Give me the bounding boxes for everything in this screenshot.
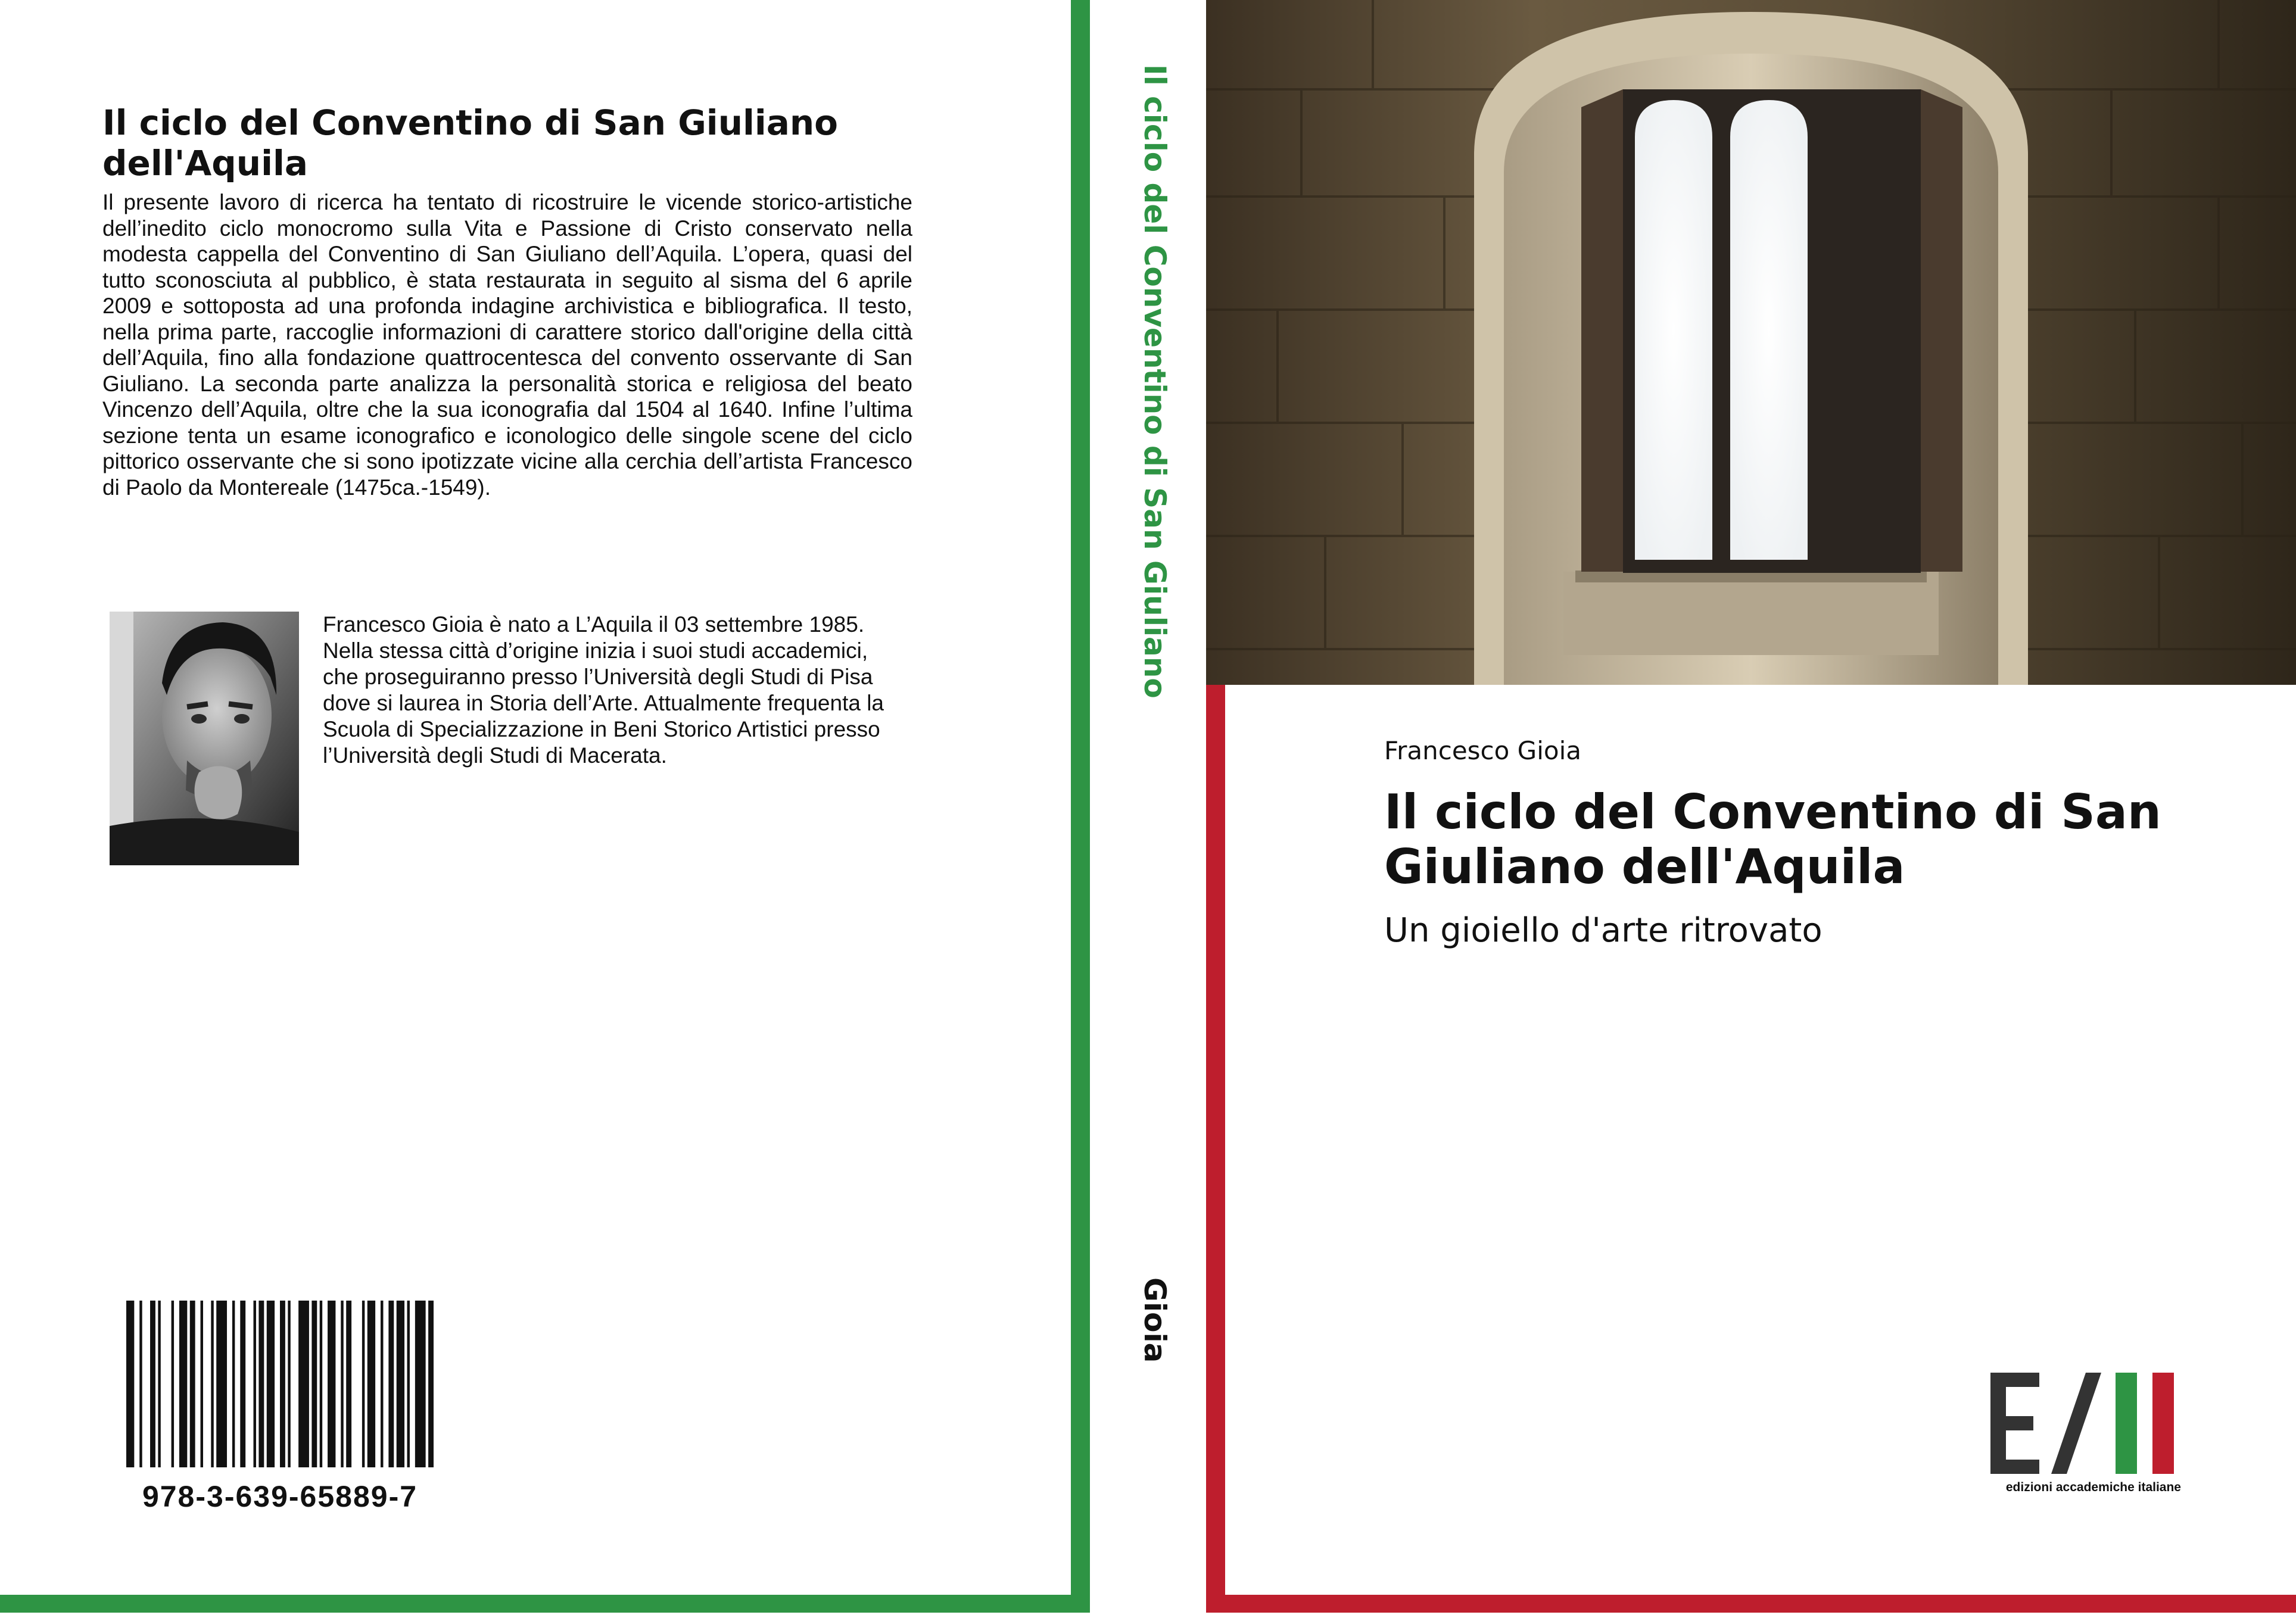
barcode-bar: [190, 1301, 195, 1467]
barcode-bar: [280, 1301, 285, 1467]
barcode-bar: [362, 1301, 365, 1467]
spine-title: Il ciclo del Conventino di San Giuliano: [1138, 64, 1172, 699]
front-cover-title: Il ciclo del Conventino di San Giuliano dell'Aquila: [1384, 784, 2161, 894]
barcode-bar: [240, 1301, 245, 1467]
spine-green-edge: [1071, 0, 1090, 1613]
back-cover-title: Il ciclo del Conventino di San Giuliano dell'Aquila: [102, 102, 839, 183]
barcode-bar: [172, 1301, 174, 1467]
barcode-bar: [179, 1301, 187, 1467]
front-cover-bottom-rule: [1206, 1595, 2296, 1613]
publisher-logo: [1990, 1373, 2181, 1474]
barcode-bar: [158, 1301, 160, 1467]
back-cover-bottom-rule: [0, 1595, 1078, 1613]
barcode-bar: [328, 1301, 335, 1467]
barcode-bar: [254, 1301, 256, 1467]
isbn-number: 978-3-639-65889-7: [142, 1480, 418, 1513]
barcode-bar: [346, 1301, 351, 1467]
barcode-bar: [407, 1301, 410, 1467]
author-bio: Francesco Gioia è nato a L’Aquila il 03 settembre 1985. Nella stessa città d’origine inizia i suoi studi accademici, che proseguiranno presso l’Università degli Studi di Pisa dove si laurea in Storia dell’Arte. Attualmente frequenta la Scuola di Specializzazione in Beni Storico Artistici presso l’Università degli Studi di Macerata.: [323, 612, 884, 768]
spine-author: Gioia: [1138, 1277, 1172, 1363]
barcode-bar: [311, 1301, 317, 1467]
barcode-bar: [367, 1301, 375, 1467]
barcode-bar: [341, 1301, 343, 1467]
publisher-name: edizioni accademiche italiane: [2005, 1480, 2181, 1494]
barcode-bar: [216, 1301, 227, 1467]
barcode-bar: [267, 1301, 275, 1467]
barcode-bar: [126, 1301, 134, 1467]
front-cover-author: Francesco Gioia: [1384, 736, 1581, 765]
barcode-bar: [320, 1301, 322, 1467]
barcode-bar: [288, 1301, 290, 1467]
barcode-bar: [381, 1301, 383, 1467]
barcode: [126, 1301, 434, 1467]
barcode-bar: [298, 1301, 309, 1467]
barcode-bar: [428, 1301, 434, 1467]
barcode-bar: [201, 1301, 203, 1467]
barcode-bar: [258, 1301, 264, 1467]
barcode-bar: [150, 1301, 155, 1467]
barcode-bar: [139, 1301, 142, 1467]
author-photo: [110, 612, 299, 865]
cover-window-photo: [1206, 0, 2296, 685]
barcode-bar: [388, 1301, 394, 1467]
back-cover-synopsis: Il presente lavoro di ricerca ha tentato di ricostruire le vicende storico-artistiche dell’inedito ciclo monocromo sulla Vita e Passione di Cristo conservato nella modesta cappella del Conventino di San Giuliano dell’Aquila. L’opera, quasi del tutto sconosciuta al pubblico, è stata restaurata in seguito al sisma del 6 aprile 2009 e sottoposta ad una profonda indagine archivistica e bibliografica. Il testo, nella prima parte, raccoglie informazioni di carattere storico dall'origine della città dell’Aquila, fino alla fondazione quattrocentesca del convento osservante di San Giuliano. La seconda parte analizza la personalità storica e religiosa del beato Vincenzo dell’Aquila, oltre che la sua iconografia dal 1504 al 1640. Infine l’ultima sezione tenta un esame iconografico e iconologico delle singole scene del ciclo pittorico osservante che si sono ipotizzate vicine alla cerchia dell’artista Francesco di Paolo da Montereale (1475ca.-1549).: [102, 190, 912, 500]
front-cover-subtitle: Un gioiello d'arte ritrovato: [1384, 911, 1823, 950]
barcode-bar: [415, 1301, 426, 1467]
barcode-bar: [232, 1301, 235, 1467]
barcode-bar: [397, 1301, 404, 1467]
barcode-bar: [211, 1301, 213, 1467]
